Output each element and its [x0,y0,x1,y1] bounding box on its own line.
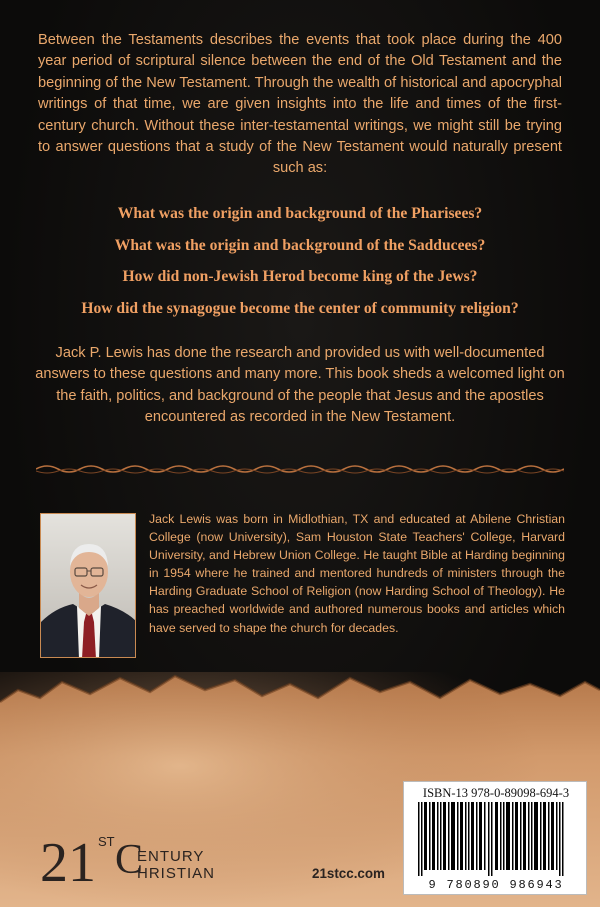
barcode [403,781,587,895]
publisher-website[interactable]: 21stcc.com [312,866,385,881]
author-bio: Jack Lewis was born in Midlothian, TX and educated at Abilene Christian College (now University), Sam Houston State Teachers' College, Harvard University, and Hebrew Union College. He taught Bible at Harding beginning in 1954 where he trained and mentored hundreds of ministers through the Harding Graduate School of Religion (now Harding School of Theology). He has preached worldwide and authored numerous books and articles which have served to shape the church for decades. [149,512,565,635]
logo-superscript: ST [98,834,115,849]
summary-paragraph: Jack P. Lewis has done the research and provided us with well-documented answers to these questions and many more. This book sheds a welcomed light on the faith, politics, and background of the people that Jesus and the apostles encountered as recorded in the New Testament. [35,345,565,426]
barcode-bars [408,802,584,876]
logo-line2: HRISTIAN [137,865,216,882]
isbn-label: ISBN-13 978-0-89098-694-3 [422,786,570,800]
question-item: What was the origin and background of the Sadducees? [114,236,486,254]
question-item: How did non-Jewish Herod become king of the Jews? [122,268,478,286]
publisher-logo [40,826,240,886]
ornamental-divider [36,462,564,476]
logo-numeral: 21 [40,832,96,886]
question-item: What was the origin and background of the Pharisees? [117,205,483,222]
barcode-digits: 9 780890 986943 [428,878,564,892]
intro-paragraph: Between the Testaments describes the events that took place during the 400 year period of scriptural silence between the end of the Old Testament and the beginning of the New Testament. Through the wealth of historical and apocryphal writings of that time, we are given insights into the life and times of the first-century church. Without these inter-testamental writings, we might still be trying to answer questions that a study of the New Testament would naturally present such as: [38,32,562,177]
question-list [20,198,580,324]
question-item: How did the synagogue become the center of community religion? [81,299,519,317]
author-photo [40,513,136,658]
logo-letter-c: C [115,837,144,883]
logo-line1: ENTURY [137,848,205,865]
